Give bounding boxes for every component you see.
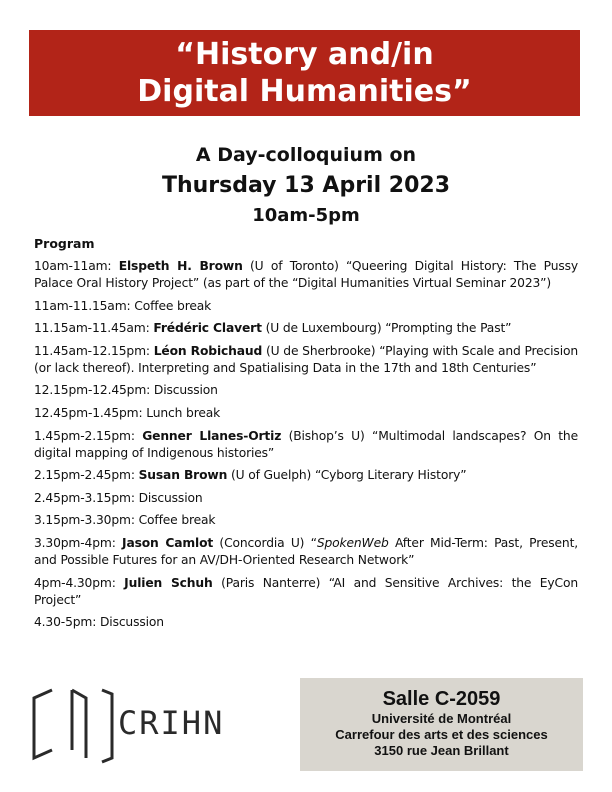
program-entry bbox=[34, 512, 578, 529]
program-entry bbox=[34, 343, 578, 377]
program-entry bbox=[34, 428, 578, 462]
entry-time: 10am-11am: bbox=[34, 259, 119, 273]
program-entry bbox=[34, 614, 578, 631]
venue-address: 3150 rue Jean Brillant bbox=[374, 743, 509, 758]
entry-speaker: Elspeth H. Brown bbox=[118, 259, 243, 273]
entry-italic-title: SpokenWeb bbox=[316, 535, 389, 550]
entry-time: 12.45pm-1.45pm: bbox=[34, 405, 147, 420]
entry-speaker: Frédéric Clavert bbox=[153, 321, 262, 336]
program-entry bbox=[34, 467, 578, 484]
program-entry bbox=[34, 382, 578, 399]
entry-time: 11am-11.15am: bbox=[34, 298, 135, 313]
entry-speaker: Susan Brown bbox=[138, 468, 228, 483]
entry-text: Discussion bbox=[153, 383, 218, 398]
entry-text: (Bishop’s U) “Multimodal landscapes? On the digital mapping of Indigenous histories” bbox=[34, 428, 578, 460]
entry-time: 3.15pm-3.30pm: bbox=[34, 513, 139, 528]
entry-time: 12.15pm-12.45pm: bbox=[34, 383, 154, 398]
program-heading: Program bbox=[34, 236, 95, 251]
entry-text: Discussion bbox=[138, 490, 203, 505]
entry-text: (U of Toronto) “Queering Digital History: The Pussy Palace Oral History Project” (as part of the “Digital Humanities Virtual Seminar 2023”) bbox=[34, 259, 578, 290]
title-line-1: “History and/in bbox=[175, 37, 434, 72]
entry-time: 4pm-4.30pm: bbox=[34, 575, 125, 590]
entry-time: 11.45am-12.15pm: bbox=[34, 343, 154, 358]
program-list bbox=[34, 258, 578, 637]
entry-text: (Paris Nanterre) “AI and Sensitive Archives: the EyCon Project” bbox=[34, 575, 578, 607]
event-hours: 10am-5pm bbox=[252, 205, 360, 226]
title-line-2: Digital Humanities” bbox=[137, 74, 472, 109]
entry-speaker: Genner Llanes-Ortiz bbox=[142, 428, 282, 443]
venue-box bbox=[300, 678, 583, 771]
entry-text-continued: After Mid-Term: Past, Present, and Possible Futures for an AV/DH-Oriented Research Network” bbox=[34, 535, 579, 567]
entry-time: 3.30pm-4pm: bbox=[34, 535, 123, 550]
program-entry bbox=[34, 535, 578, 569]
entry-time: 4.30-5pm: bbox=[34, 615, 100, 630]
title-banner bbox=[29, 30, 580, 116]
program-entry bbox=[34, 405, 578, 422]
program-entry bbox=[34, 298, 578, 315]
entry-text: Discussion bbox=[99, 615, 164, 630]
program-entry bbox=[34, 490, 578, 507]
entry-text: (U of Guelph) “Cyborg Literary History” bbox=[227, 468, 467, 483]
entry-text: Coffee break bbox=[134, 298, 212, 313]
entry-text: (Concordia U) “ bbox=[213, 535, 317, 550]
venue-building: Carrefour des arts et des sciences bbox=[335, 727, 548, 742]
entry-time: 2.45pm-3.15pm: bbox=[34, 490, 139, 505]
entry-time: 2.15pm-2.45pm: bbox=[34, 468, 139, 483]
venue-room: Salle C-2059 bbox=[382, 688, 501, 710]
program-entry bbox=[34, 258, 578, 292]
entry-time: 1.45pm-2.15pm: bbox=[34, 428, 143, 443]
entry-speaker: Julien Schuh bbox=[124, 575, 213, 590]
event-date: Thursday 13 April 2023 bbox=[161, 173, 451, 198]
entry-text: Lunch break bbox=[146, 405, 221, 420]
entry-text: (U de Luxembourg) “Prompting the Past” bbox=[261, 321, 512, 336]
program-entry bbox=[34, 320, 578, 337]
entry-text: Coffee break bbox=[138, 513, 216, 528]
entry-speaker: Jason Camlot bbox=[122, 535, 214, 550]
program-entry bbox=[34, 575, 578, 609]
crihn-logo-text: CRIHN bbox=[118, 704, 225, 742]
entry-speaker: Léon Robichaud bbox=[153, 343, 263, 358]
entry-time: 11.15am-11.45am: bbox=[34, 321, 154, 336]
subtitle-line-1: A Day-colloquium on bbox=[195, 144, 417, 166]
venue-university: Université de Montréal bbox=[371, 711, 512, 726]
entry-text: (U de Sherbrooke) “Playing with Scale and Precision (or lack thereof). Interpreting and Spatialising Data in the 17th and 18th Centuries” bbox=[34, 343, 578, 375]
